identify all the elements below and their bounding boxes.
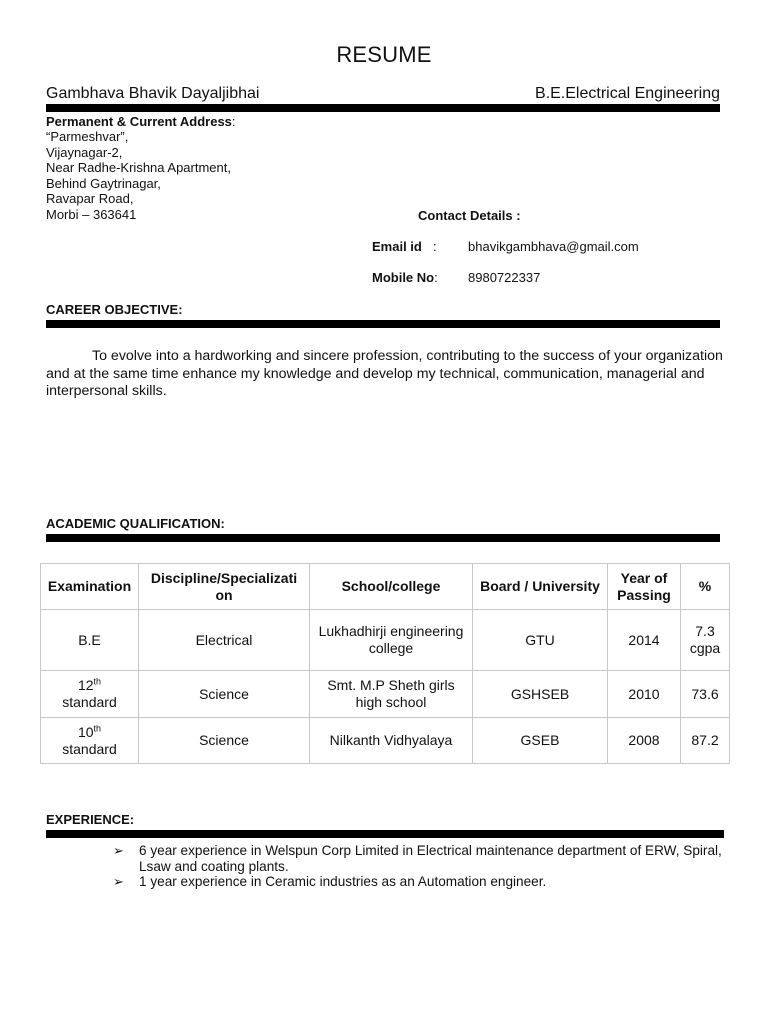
- exam-number: 10: [77, 723, 94, 740]
- year-cell: 2010: [608, 671, 681, 718]
- exam-number: 12: [77, 677, 94, 693]
- divider-rule: [46, 534, 720, 542]
- academic-table: [40, 563, 730, 764]
- mobile-label: [372, 270, 438, 285]
- divider-rule: [46, 104, 720, 112]
- experience-text: 6 year experience in Welspun Corp Limited in Electrical maintenance department of ERW, Spiral, Lsaw and coating plants.: [139, 843, 722, 874]
- address-line: Behind Gaytrinagar,: [46, 175, 161, 191]
- discipline-cell: Science: [139, 671, 310, 718]
- column-header: School/college: [310, 564, 473, 610]
- board-cell: GSHSEB: [473, 671, 608, 718]
- experience-list: [113, 843, 723, 890]
- exam-suffix: th: [93, 722, 102, 733]
- experience-heading: EXPERIENCE:: [46, 812, 135, 827]
- discipline-cell: Science: [139, 718, 310, 764]
- exam-standard: standard: [62, 694, 117, 710]
- exam-cell: [41, 671, 139, 718]
- address-label-colon: :: [231, 114, 236, 129]
- address-line: “Parmeshvar”,: [46, 129, 129, 144]
- school-cell: Smt. M.P Sheth girls high school: [310, 671, 473, 718]
- career-objective-text: To evolve into a hardworking and sincere profession, contributing to the success of your organization and at the same time enhance my knowledge and develop my technical, communication, managerial and interpersonal skills.: [46, 348, 723, 399]
- school-cell: Lukhadhirji engineering college: [310, 610, 473, 671]
- school-cell: Nilkanth Vidhyalaya: [310, 718, 473, 764]
- arrow-bullet-icon: ➢: [113, 843, 124, 858]
- mobile-colon: :: [434, 270, 438, 285]
- board-cell: GSEB: [473, 718, 608, 764]
- column-header: Discipline/Specializati on: [139, 564, 310, 610]
- address-line: Vijaynagar-2,: [46, 144, 123, 160]
- exam-standard: standard: [62, 740, 117, 757]
- mobile-label-text: Mobile No: [372, 270, 435, 285]
- column-header: Examination: [41, 564, 139, 610]
- arrow-bullet-icon: ➢: [113, 874, 124, 889]
- experience-text: 1 year experience in Ceramic industries as an Automation engineer.: [139, 874, 547, 889]
- list-item: [113, 874, 723, 890]
- address-label: [46, 114, 236, 129]
- year-cell: 2008: [608, 718, 681, 764]
- percent-cell: 7.3 cgpa: [681, 610, 730, 671]
- exam-cell: [41, 718, 139, 764]
- candidate-name: Gambhava Bhavik Dayaljibhai: [46, 85, 260, 102]
- email-label: Email id: [372, 239, 422, 254]
- column-header: Board / University: [473, 564, 608, 610]
- column-header: %: [681, 564, 730, 610]
- column-header: Year of Passing: [608, 564, 681, 610]
- contact-details-heading: Contact Details :: [418, 208, 521, 223]
- year-cell: 2014: [608, 610, 681, 671]
- address-line: Morbi – 363641: [46, 206, 137, 222]
- mobile-value: 8980722337: [468, 270, 541, 285]
- academic-heading: ACADEMIC QUALIFICATION:: [46, 516, 225, 531]
- table-header-row: [41, 564, 730, 610]
- exam-suffix: th: [93, 676, 102, 687]
- exam-cell: B.E: [41, 610, 139, 671]
- address-block: [46, 129, 231, 222]
- table-row: [41, 671, 730, 718]
- board-cell: GTU: [473, 610, 608, 671]
- address-label-text: Permanent & Current Address: [46, 114, 232, 129]
- career-objective-heading: CAREER OBJECTIVE:: [46, 302, 183, 317]
- percent-cell: 87.2: [681, 718, 730, 764]
- address-line: Ravapar Road,: [46, 191, 134, 206]
- resume-title: RESUME: [336, 42, 432, 67]
- email-value[interactable]: bhavikgambhava@gmail.com: [468, 239, 639, 254]
- table-row: [41, 610, 730, 671]
- email-colon: :: [433, 239, 437, 254]
- percent-cell: 73.6: [681, 671, 730, 718]
- list-item: [113, 843, 723, 874]
- divider-rule: [46, 320, 720, 328]
- table-row: [41, 718, 730, 764]
- divider-rule: [46, 830, 724, 838]
- address-line: Near Radhe-Krishna Apartment,: [46, 160, 231, 175]
- candidate-degree: B.E.Electrical Engineering: [535, 85, 720, 102]
- discipline-cell: Electrical: [139, 610, 310, 671]
